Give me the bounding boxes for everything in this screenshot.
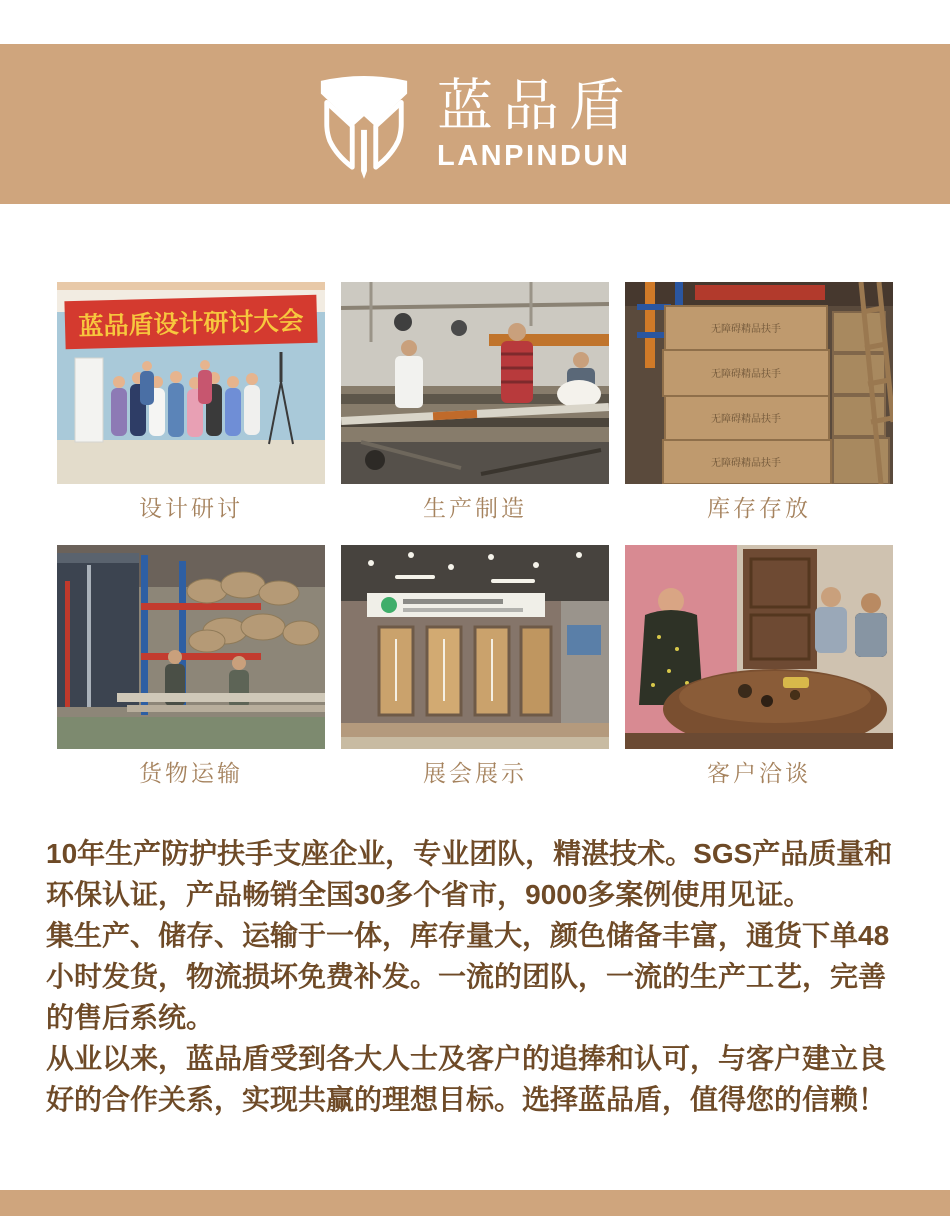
gallery-item-factory-production: [341, 282, 609, 523]
box-label-4: 无障碍精品扶手: [711, 458, 781, 469]
about-line-5: 的售后系统。: [46, 1002, 215, 1033]
brand-logo: [315, 65, 635, 183]
caption-design-seminar: 设计研讨: [139, 495, 243, 521]
seminar-banner-text: 蓝品盾设计研讨大会: [78, 307, 304, 341]
factory-production-photo: [341, 282, 609, 484]
caption-customer-meeting: 客户洽谈: [707, 760, 811, 786]
design-seminar-photo: [57, 282, 325, 484]
about-line-6: 从业以来，蓝品盾受到各大人士及客户的追捧和认可，与客户建立良: [46, 1043, 887, 1074]
customer-meeting-photo: [625, 545, 893, 749]
footer-brand-band: [0, 1190, 950, 1216]
gallery-row-1: [57, 282, 893, 523]
exhibition-booth-photo: [341, 545, 609, 749]
company-description: [46, 833, 906, 1120]
gallery-item-exhibition-booth: [341, 545, 609, 788]
warehouse-stock-photo: [625, 282, 893, 484]
about-line-4: 小时发货，物流损坏免费补发。一流的团队，一流的生产工艺，完善: [46, 961, 887, 992]
caption-warehouse-stock: 库存存放: [707, 495, 811, 521]
box-label-2: 无障碍精品扶手: [711, 369, 781, 380]
caption-exhibition-booth: 展会展示: [423, 760, 527, 786]
caption-cargo-transport: 货物运输: [139, 760, 243, 786]
about-line-7: 好的合作关系，实现共赢的理想目标。选择蓝品盾，值得您的信赖！: [46, 1084, 887, 1115]
shield-logo-icon: [315, 65, 413, 183]
gallery-item-design-seminar: [57, 282, 325, 523]
brand-name-zh: 蓝品盾: [437, 74, 635, 137]
gallery-item-warehouse-stock: [625, 282, 893, 523]
gallery-row-2: [57, 545, 893, 788]
about-line-3: 集生产、储存、运输于一体，库存量大，颜色储备丰富，通货下单48: [46, 920, 890, 951]
cargo-transport-photo: [57, 545, 325, 749]
caption-factory-production: 生产制造: [423, 495, 527, 521]
about-line-2: 环保认证，产品畅销全国30多个省市，9000多案例使用见证。: [46, 879, 812, 910]
gallery-item-cargo-transport: [57, 545, 325, 788]
header-brand-band: [0, 44, 950, 204]
brand-name-en: LANPINDUN: [437, 140, 631, 172]
gallery-item-customer-meeting: [625, 545, 893, 788]
box-label-1: 无障碍精品扶手: [711, 324, 781, 335]
about-line-1: 10年生产防护扶手支座企业，专业团队，精湛技术。SGS产品质量和: [46, 838, 893, 869]
box-label-3: 无障碍精品扶手: [711, 414, 781, 425]
brand-name-block: [437, 76, 635, 172]
